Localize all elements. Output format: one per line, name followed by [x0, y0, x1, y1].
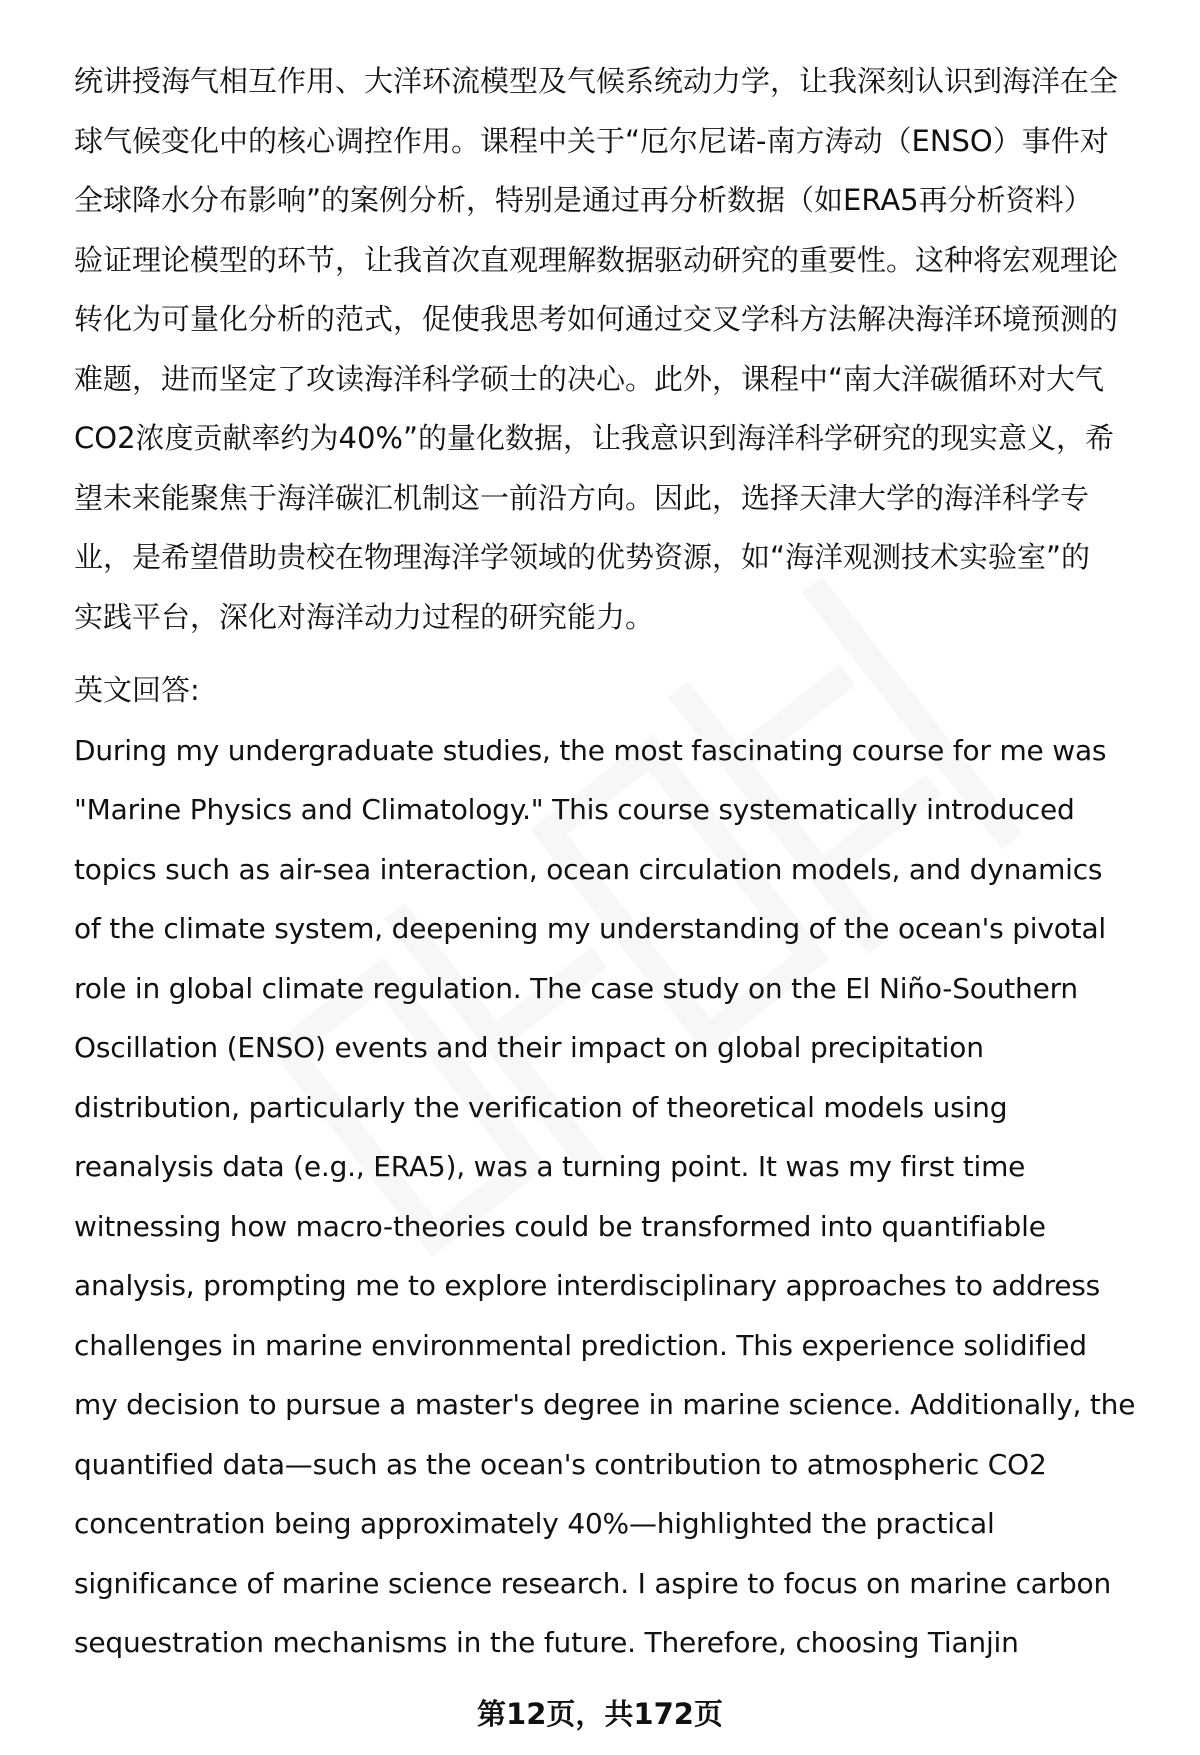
- text-line: 难题，进而坚定了攻读海洋科学硕士的决心。此外，课程中“南大洋碳循环对大气: [74, 361, 1105, 396]
- text-line: Oscillation (ENSO) events and their impact on global precipitation: [74, 1031, 984, 1064]
- text-line: sequestration mechanisms in the future. Therefore, choosing Tianjin: [74, 1626, 1019, 1659]
- page-number-footer: 第12页，共172页: [477, 1697, 723, 1731]
- text-line: 转化为可量化分析的范式，促使我思考如何通过交叉学科方法解决海洋环境预测的: [74, 302, 1119, 336]
- text-line: 验证理论模型的环节，让我首次直观理解数据驱动研究的重要性。这种将宏观理论: [74, 242, 1119, 277]
- main-content: [74, 52, 1164, 1673]
- text-line: 望未来能聚焦于海洋碳汇机制这一前沿方向。因此，选择天津大学的海洋科学专: [74, 480, 1090, 515]
- english-paragraph: [74, 721, 1164, 1673]
- paragraph-gap: [74, 647, 1164, 661]
- text-line: distribution, particularly the verification of theoretical models using: [74, 1090, 1008, 1124]
- text-line: analysis, prompting me to explore interdisciplinary approaches to address: [74, 1269, 1101, 1302]
- text-line: topics such as air-sea interaction, ocean circulation models, and dynamics: [74, 852, 1103, 886]
- text-line: CO2浓度贡献率约为40%”的量化数据，让我意识到海洋科学研究的现实意义，希: [74, 421, 1115, 455]
- text-line: of the climate system, deepening my understanding of the ocean's pivotal: [74, 912, 1106, 945]
- text-line: concentration being approximately 40%—highlighted the practical: [74, 1507, 995, 1540]
- text-line: 统讲授海气相互作用、大洋环流模型及气候系统动力学，让我深刻认识到海洋在全: [74, 64, 1119, 98]
- chinese-paragraph: [74, 52, 1164, 647]
- text-line: significance of marine science research. I aspire to focus on marine carbon: [74, 1566, 1111, 1600]
- text-line: my decision to pursue a master's degree in marine science. Additionally, the: [74, 1388, 1136, 1421]
- english-answer-heading: 英文回答:: [74, 673, 200, 707]
- text-line: 实践平台，深化对海洋动力过程的研究能力。: [74, 599, 655, 634]
- text-line: reanalysis data (e.g., ERA5), was a turning point. It was my first time: [74, 1150, 1026, 1183]
- text-line: 球气候变化中的核心调控作用。课程中关于“厄尔尼诺-南方涛动（ENSO）事件对: [74, 123, 1109, 158]
- text-line: 业，是希望借助贵校在物理海洋学领域的优势资源，如“海洋观测技术实验室”的: [74, 540, 1091, 574]
- text-line: quantified data—such as the ocean's contribution to atmospheric CO2: [74, 1447, 1047, 1481]
- text-line: witnessing how macro-theories could be transformed into quantifiable: [74, 1209, 1046, 1243]
- text-line: During my undergraduate studies, the most fascinating course for me was: [74, 733, 1107, 767]
- text-line: 全球降水分布影响”的案例分析，特别是通过再分析数据（如ERA5再分析资料）: [74, 183, 1093, 217]
- text-line: challenges in marine environmental prediction. This experience solidified: [74, 1328, 1087, 1362]
- text-line: role in global climate regulation. The case study on the El Niño-Southern: [74, 971, 1078, 1005]
- text-line: "Marine Physics and Climatology." This course systematically introduced: [74, 793, 1075, 826]
